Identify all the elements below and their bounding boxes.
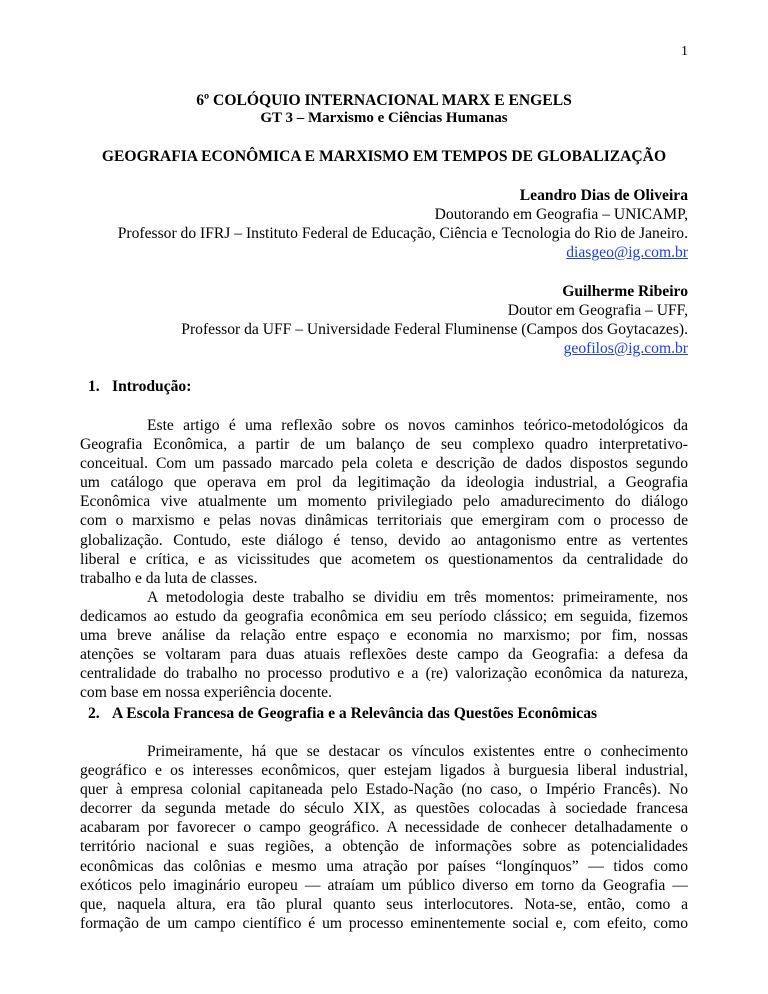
page-number: 1: [681, 44, 688, 59]
text-line: formação de um campo científico é um processo eminentemente social e, com efeito, como: [80, 914, 688, 932]
text-line: globalização. Contudo, este diálogo é tenso, devido ao antagonismo entre as vertentes: [80, 531, 688, 549]
author-email-link[interactable]: geofilos@ig.com.br: [563, 340, 688, 357]
text-line: centralidade do trabalho no processo produtivo e a (re) valorização econômica da natureza,: [80, 665, 688, 683]
text-line: Geografia Econômica, a partir de um balanço de seu complexo quadro interpretativo-: [80, 436, 688, 454]
text-line: atenções se voltaram para duas atuais reflexões deste campo da Geografia: a defesa da: [80, 646, 688, 664]
text-line: com base em nossa experiência docente.: [80, 684, 332, 702]
text-line: trabalho e da luta de classes.: [80, 569, 258, 587]
text-line: geográfico e os interesses econômicos, quer estejam ligados à burguesia liberal industrial,: [80, 762, 688, 780]
author-affiliation: Professor do IFRJ – Instituto Federal de Educação, Ciência e Tecnologia do Rio de Janeiro.: [117, 225, 688, 242]
working-group: GT 3 – Marxismo e Ciências Humanas: [260, 110, 508, 126]
text-line: liberal e crítica, e as vicissitudes que acometem os questionamentos da centralidade do: [80, 550, 688, 568]
paper-title: GEOGRAFIA ECONÔMICA E MARXISMO EM TEMPOS DE GLOBALIZAÇÃO: [101, 148, 667, 165]
text-line: território nacional e suas regiões, a obtenção de informações sobre as potencialidades: [80, 838, 688, 856]
text-line: conceitual. Com um passado marcado pela coleta e descrição de dados dispostos segundo: [80, 455, 688, 473]
text-line: um catálogo que operava em prol da legitimação da ideologia industrial, a Geografia: [80, 474, 688, 492]
author-degree: Doutor em Geografia – UFF,: [507, 302, 688, 319]
conference-name: 6º COLÓQUIO INTERNACIONAL MARX E ENGELS: [196, 92, 572, 109]
text-line: acabaram por favorecer o campo geográfico. A necessidade de conhecer detalhadamente o: [80, 819, 688, 837]
text-line: Este artigo é uma reflexão sobre os novos caminhos teórico-metodológicos da: [147, 417, 688, 434]
section-number: 2.: [88, 705, 100, 722]
author-degree: Doutorando em Geografia – UNICAMP,: [434, 206, 688, 223]
section-title: Introdução:: [112, 378, 192, 395]
text-line: Econômica vive atualmente um momento privilegiado pelo amadurecimento do diálogo: [80, 493, 688, 511]
section-number: 1.: [88, 378, 100, 395]
text-line: exóticos pelo imaginário europeu — atraíam um público diverso em torno da Geografia —: [80, 876, 688, 894]
text-line: econômicas das colônias e mesmo uma atração por países “longínquos” — tidos como: [80, 857, 688, 875]
section-heading: [88, 377, 191, 396]
text-line: com o marxismo e pelas novas dinâmicas territoriais que emergiram com o processo de: [80, 512, 688, 530]
text-line: que, naquela altura, era tão plural quanto seus interlocutores. Nota-se, então, como a: [80, 895, 688, 913]
paragraph: [80, 742, 688, 933]
paragraph: [80, 588, 688, 703]
author-name: Guilherme Ribeiro: [562, 283, 688, 300]
text-line: Primeiramente, há que se destacar os vínculos existentes entre o conhecimento: [147, 743, 688, 760]
paragraph: [80, 416, 688, 588]
section-heading: [88, 704, 597, 723]
author-affiliation: Professor da UFF – Universidade Federal Fluminense (Campos dos Goytacazes).: [181, 321, 688, 338]
text-line: A metodologia deste trabalho se dividiu em três momentos: primeiramente, nos: [147, 589, 688, 606]
section-title: A Escola Francesa de Geografia e a Relevância das Questões Econômicas: [112, 705, 598, 722]
author-email-link[interactable]: diasgeo@ig.com.br: [566, 244, 688, 261]
text-line: dedicamos ao estudo da geografia econômica em seu período clássico; em seguida, fizemos: [80, 608, 688, 626]
text-line: quer à empresa colonial capitaneada pelo Estado-Nação (no caso, o Império Francês). No: [80, 781, 688, 799]
text-line: decorrer da segunda metade do século XIX, as questões colocadas à sociedade francesa: [80, 800, 688, 818]
author-name: Leandro Dias de Oliveira: [519, 187, 688, 204]
text-line: uma breve análise da relação entre espaço e economia no marxismo; por fim, nossas: [80, 627, 688, 645]
